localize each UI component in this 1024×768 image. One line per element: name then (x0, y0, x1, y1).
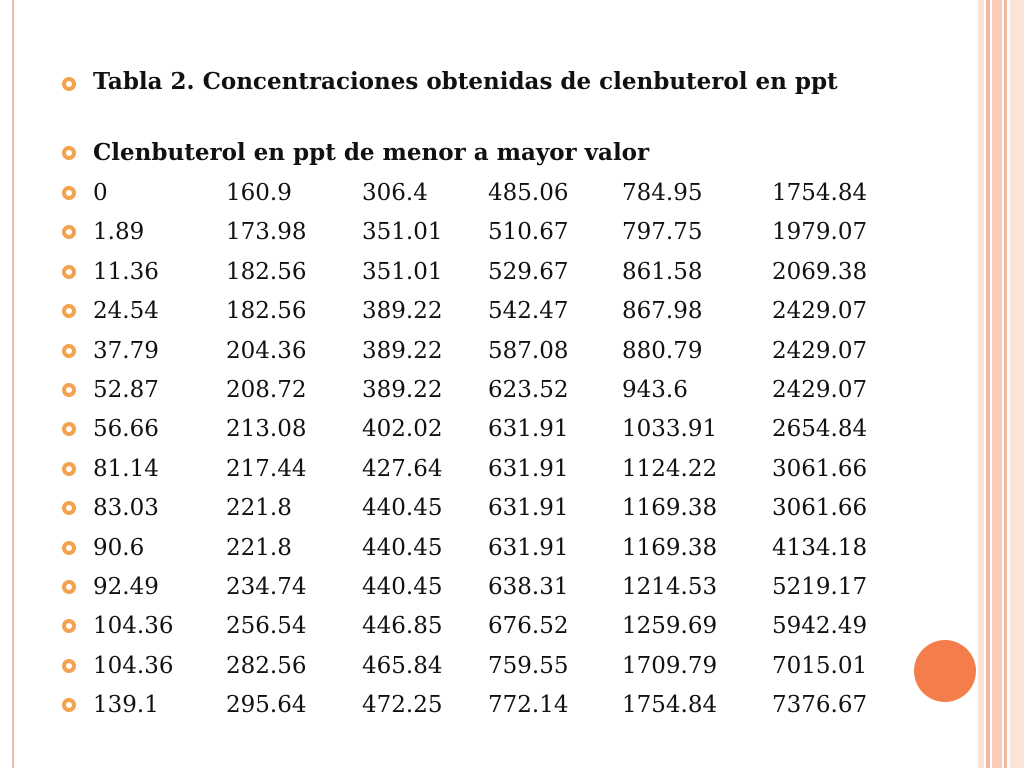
table-cell: 7015.01 (772, 652, 868, 679)
table-cell: 1709.79 (622, 652, 718, 679)
table-cell: 389.22 (362, 298, 443, 325)
table-cell: 1754.84 (622, 692, 718, 719)
table-cell: 3061.66 (772, 455, 868, 482)
bullet-icon (62, 422, 76, 436)
left-frame-line (12, 0, 14, 768)
table-row (60, 572, 920, 602)
table-cell: 638.31 (488, 574, 569, 600)
table-cell: 1214.53 (622, 574, 718, 600)
table-cell: 867.98 (622, 298, 703, 325)
table-cell: 1.89 (93, 219, 145, 246)
bullet-icon (62, 77, 76, 91)
table-row (60, 336, 920, 366)
table-cell: 351.01 (362, 219, 443, 246)
table-cell: 5942.49 (772, 613, 868, 640)
table-row (60, 651, 920, 681)
table-row (60, 296, 920, 326)
table-cell: 631.91 (488, 455, 569, 482)
bullet-icon (62, 383, 76, 397)
table-cell: 440.45 (362, 495, 443, 522)
title-bullet (60, 66, 920, 130)
bullet-icon (62, 659, 76, 673)
table-cell: 440.45 (362, 534, 443, 561)
table-cell: 389.22 (362, 377, 443, 403)
table-cell: 1033.91 (622, 416, 718, 443)
table-row (60, 217, 920, 247)
table-cell: 402.02 (362, 416, 443, 443)
right-frame-stripe-4 (1004, 0, 1007, 768)
slide-title: Tabla 2. Concentraciones obtenidas de clenbuterol en ppt (93, 68, 838, 95)
table-cell: 542.47 (488, 298, 569, 325)
table-row (60, 533, 920, 563)
table-cell: 83.03 (93, 495, 159, 522)
table-row (60, 690, 920, 720)
table-cell: 446.85 (362, 613, 443, 640)
table-cell: 2069.38 (772, 258, 868, 285)
table-cell: 623.52 (488, 377, 569, 403)
table-cell: 213.08 (226, 416, 307, 443)
table-cell: 56.66 (93, 416, 159, 443)
bullet-icon (62, 304, 76, 318)
table-cell: 24.54 (93, 298, 159, 325)
table-cell: 204.36 (226, 337, 307, 364)
bullet-icon (62, 186, 76, 200)
table-cell: 2429.07 (772, 377, 868, 403)
bullet-icon (62, 619, 76, 633)
decorative-circle (914, 640, 976, 702)
table-cell: 351.01 (362, 258, 443, 285)
right-frame-stripe-3 (992, 0, 1002, 768)
table-cell: 2429.07 (772, 337, 868, 364)
table-cell: 208.72 (226, 377, 307, 403)
table-row (60, 414, 920, 444)
table-cell: 139.1 (93, 692, 159, 719)
table-cell: 37.79 (93, 337, 159, 364)
table-cell: 4134.18 (772, 534, 868, 561)
table-cell: 1754.84 (772, 180, 868, 206)
table-row (60, 454, 920, 484)
table-cell: 104.36 (93, 652, 174, 679)
table-cell: 104.36 (93, 613, 174, 640)
subtitle-bullet (60, 138, 920, 168)
table-cell: 81.14 (93, 455, 159, 482)
table-cell: 1169.38 (622, 495, 718, 522)
table-cell: 52.87 (93, 377, 159, 403)
table-cell: 440.45 (362, 574, 443, 600)
table-cell: 676.52 (488, 613, 569, 640)
table-row (60, 493, 920, 523)
table-cell: 5219.17 (772, 574, 868, 600)
table-cell: 772.14 (488, 692, 569, 719)
table-cell: 1169.38 (622, 534, 718, 561)
table-cell: 861.58 (622, 258, 703, 285)
table-cell: 160.9 (226, 180, 292, 206)
slide-subtitle: Clenbuterol en ppt de menor a mayor valor (93, 139, 650, 166)
bullet-icon (62, 146, 76, 160)
table-row (60, 178, 920, 208)
table-cell: 631.91 (488, 495, 569, 522)
table-cell: 182.56 (226, 298, 307, 325)
bullet-icon (62, 462, 76, 476)
table-cell: 182.56 (226, 258, 307, 285)
table-cell: 472.25 (362, 692, 443, 719)
bullet-icon (62, 541, 76, 555)
table-cell: 529.67 (488, 258, 569, 285)
table-cell: 427.64 (362, 455, 443, 482)
table-cell: 797.75 (622, 219, 703, 246)
table-cell: 389.22 (362, 337, 443, 364)
table-cell: 1979.07 (772, 219, 868, 246)
table-cell: 631.91 (488, 534, 569, 561)
table-cell: 784.95 (622, 180, 703, 206)
table-cell: 173.98 (226, 219, 307, 246)
table-cell: 7376.67 (772, 692, 868, 719)
table-cell: 631.91 (488, 416, 569, 443)
table-row (60, 611, 920, 641)
right-frame-stripe-5 (1010, 0, 1024, 768)
table-cell: 221.8 (226, 495, 292, 522)
bullet-icon (62, 344, 76, 358)
bullet-icon (62, 225, 76, 239)
table-row (60, 375, 920, 405)
table-cell: 943.6 (622, 377, 688, 403)
table-cell: 306.4 (362, 180, 428, 206)
right-frame-stripe-1 (978, 0, 984, 768)
bullet-icon (62, 580, 76, 594)
table-cell: 485.06 (488, 180, 569, 206)
table-cell: 90.6 (93, 534, 145, 561)
table-cell: 510.67 (488, 219, 569, 246)
table-cell: 234.74 (226, 574, 307, 600)
table-cell: 880.79 (622, 337, 703, 364)
table-cell: 1259.69 (622, 613, 718, 640)
table-cell: 2429.07 (772, 298, 868, 325)
table-cell: 256.54 (226, 613, 307, 640)
table-cell: 217.44 (226, 455, 307, 482)
table-cell: 465.84 (362, 652, 443, 679)
table-cell: 11.36 (93, 258, 159, 285)
table-cell: 759.55 (488, 652, 569, 679)
table-cell: 587.08 (488, 337, 569, 364)
bullet-icon (62, 501, 76, 515)
table-cell: 295.64 (226, 692, 307, 719)
table-cell: 92.49 (93, 574, 159, 600)
table-cell: 2654.84 (772, 416, 868, 443)
right-frame-stripe-2 (986, 0, 990, 768)
table-cell: 1124.22 (622, 455, 718, 482)
bullet-icon (62, 265, 76, 279)
table-cell: 0 (93, 180, 108, 206)
table-row (60, 257, 920, 287)
bullet-icon (62, 698, 76, 712)
table-cell: 3061.66 (772, 495, 868, 522)
table-cell: 221.8 (226, 534, 292, 561)
table-cell: 282.56 (226, 652, 307, 679)
